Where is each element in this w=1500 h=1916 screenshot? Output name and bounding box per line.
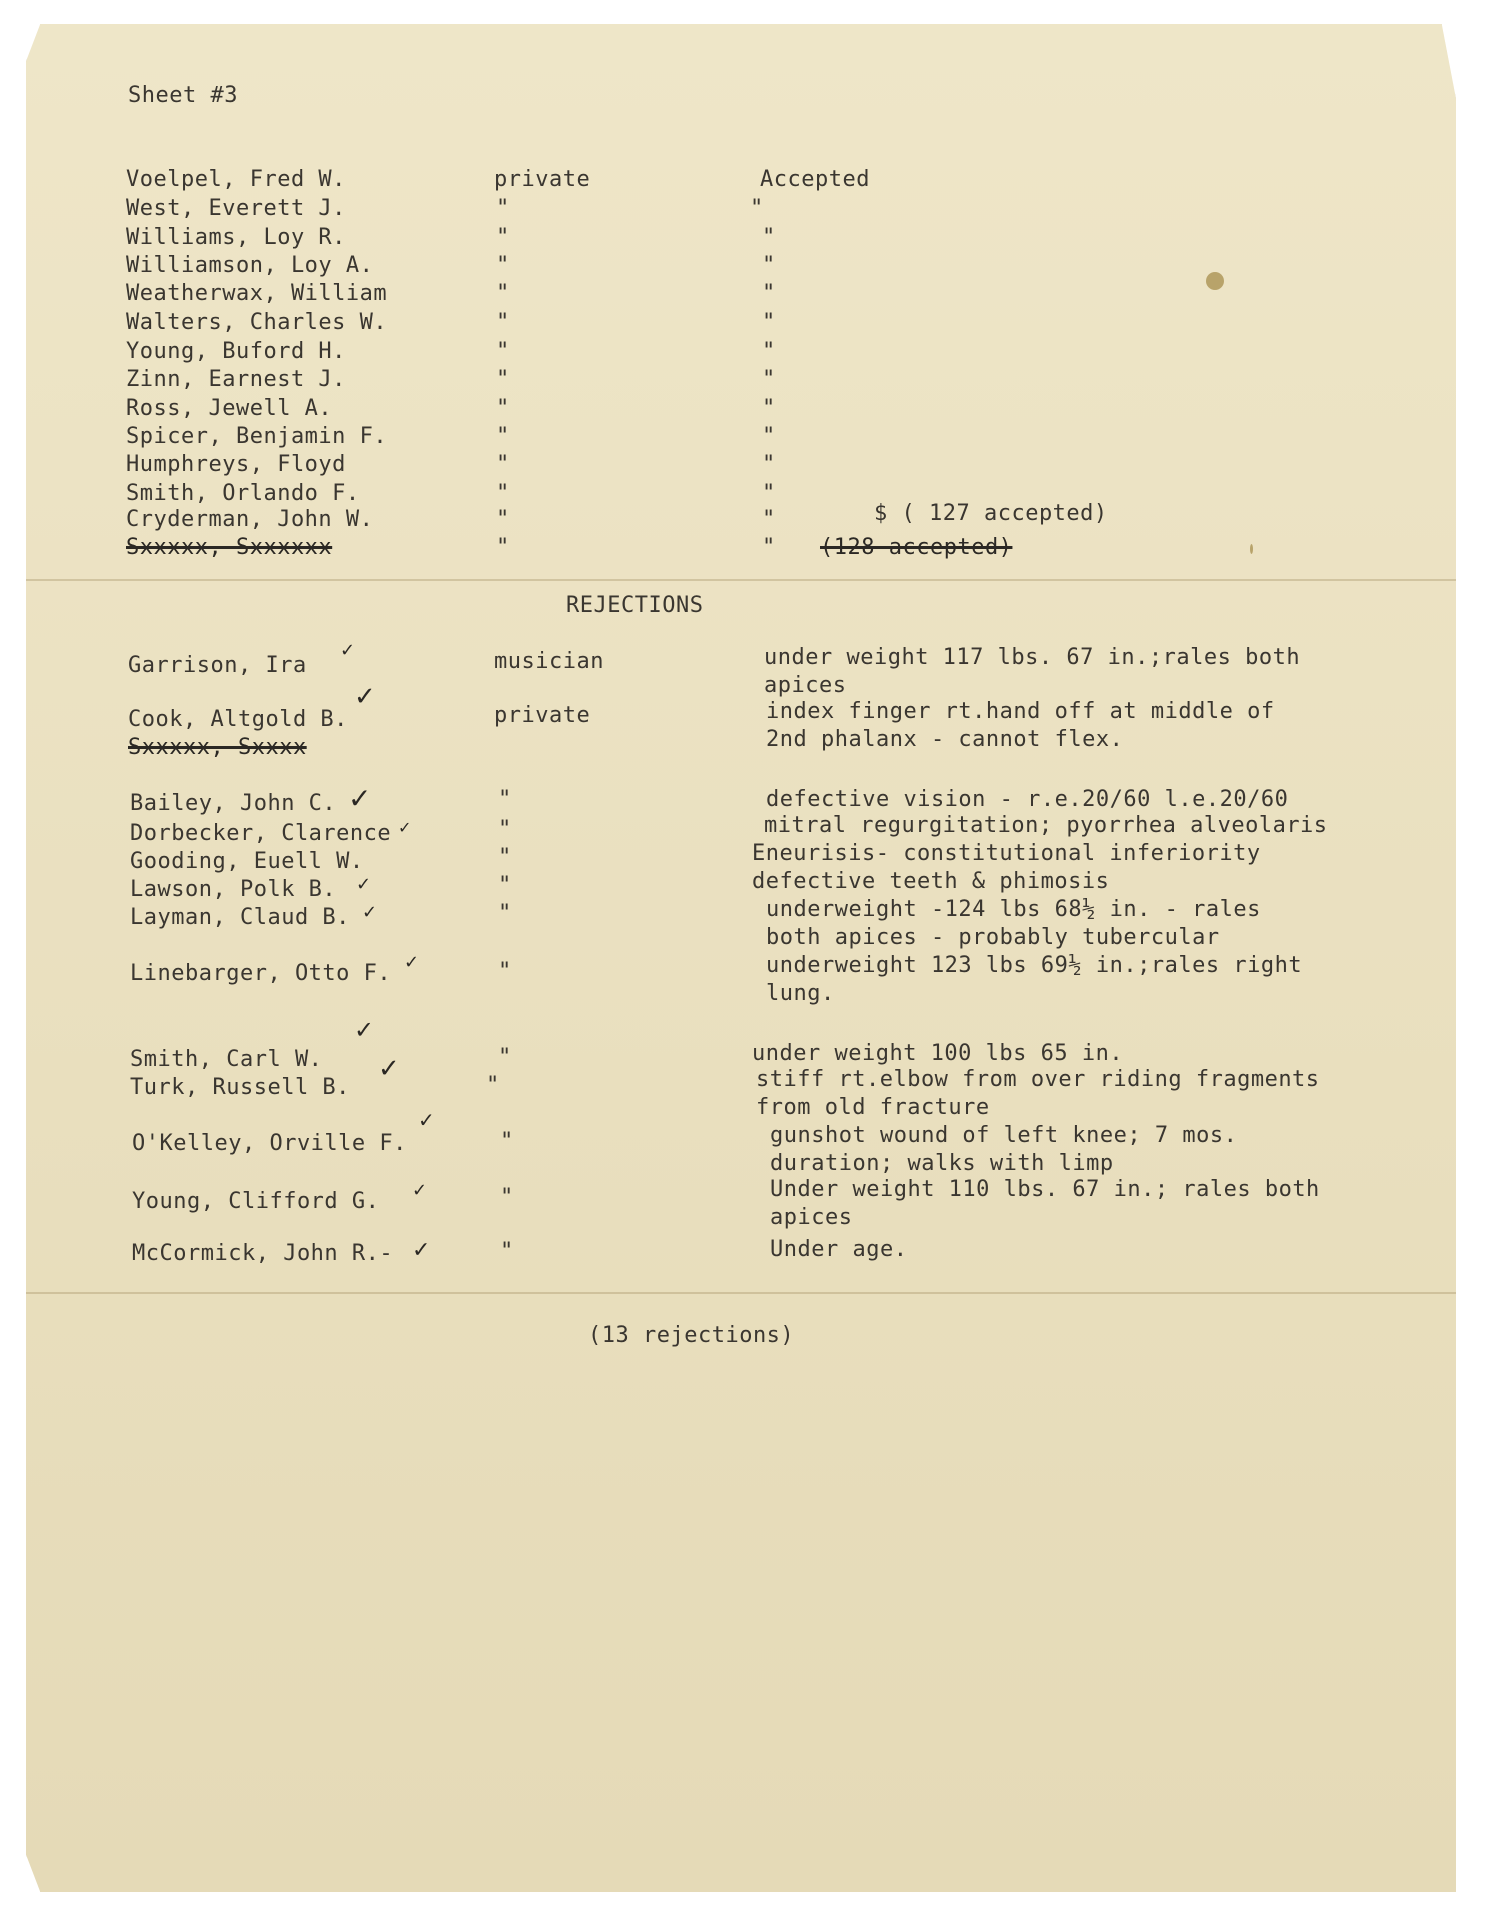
rejection-reason: index finger rt.hand off at middle of 2nd phalanx - cannot flex. [766,699,1275,752]
rejection-name: Garrison, Ira [128,653,307,678]
rejection-reason: defective teeth & phimosis [752,869,1110,894]
accepted-name: Williams, Loy R. [126,225,346,250]
accepted-status: " [762,253,776,278]
struck-rejection-name: Sxxxxx, Sxxxx [128,735,307,760]
rejection-name: Bailey, John C. [130,791,337,816]
check-mark-icon: ✓ [412,1238,431,1263]
accepted-rank: " [496,424,510,449]
accepted-name: Zinn, Earnest J. [126,367,346,392]
rejection-rank: " [500,1185,514,1210]
accepted-name: West, Everett J. [126,196,346,221]
rejection-reason: Eneurisis- constitutional inferiority [752,841,1261,866]
accepted-status: Accepted [760,167,870,192]
rejection-rank: " [500,1129,514,1154]
sheet-number: Sheet #3 [128,83,238,108]
accepted-rank: " [496,507,510,532]
check-mark-icon: ✓ [356,874,372,895]
accepted-status: " [762,225,776,250]
stain-spot [1250,544,1253,554]
accepted-name: Cryderman, John W. [126,507,374,532]
accepted-name: Spicer, Benjamin F. [126,424,388,449]
rejection-rank: private [494,703,591,728]
check-mark-icon: ✓ [378,1054,400,1084]
rejection-name: Young, Clifford G. [132,1189,380,1214]
check-mark-icon: ✓ [398,818,412,837]
rejection-reason: mitral regurgitation; pyorrhea alveolaris [764,813,1328,838]
fold-line [26,1292,1456,1294]
accepted-rank: " [496,367,510,392]
fold-line [26,579,1456,581]
accepted-rank: " [496,281,510,306]
rejection-name: Layman, Claud B. [130,905,350,930]
rejections-heading: REJECTIONS [566,593,704,618]
rejection-reason: gunshot wound of left knee; 7 mos. duration; walks with limp [770,1123,1238,1176]
accepted-name: Walters, Charles W. [126,310,388,335]
accepted-rank: " [496,196,510,221]
rejection-name: Cook, Altgold B. [128,707,348,732]
rejection-rank: " [498,1045,512,1070]
accepted-rank: " [496,452,510,477]
accepted-status: " [762,535,776,560]
accepted-status: " [762,396,776,421]
check-mark-icon: ✓ [354,1016,375,1044]
rejection-name: Gooding, Euell W. [130,849,364,874]
rejection-reason: under weight 100 lbs 65 in. [752,1041,1124,1066]
rejection-rank: musician [494,649,604,674]
rejection-reason: underweight -124 lbs 68½ in. - rales both apices - probably tubercular [766,897,1261,950]
check-mark-icon: ✓ [340,640,356,661]
accepted-rank: " [496,481,510,506]
accepted-status: " [762,310,776,335]
accepted-rank: " [496,535,510,560]
rejection-rank: " [498,959,512,984]
accepted-name: Young, Buford H. [126,339,346,364]
rejection-rank: " [500,1239,514,1264]
check-mark-icon: ✓ [418,1108,435,1132]
check-mark-icon: ✓ [362,902,378,923]
struck-accepted-total: (128 accepted) [820,535,1013,560]
accepted-rank: " [496,396,510,421]
accepted-status: " [762,481,776,506]
accepted-rank: " [496,253,510,278]
accepted-rank: " [496,339,510,364]
rejection-reason: stiff rt.elbow from over riding fragments from old fracture [756,1067,1320,1120]
rejection-name: Smith, Carl W. [130,1047,323,1072]
rejection-reason: underweight 123 lbs 69½ in.;rales right lung. [766,953,1303,1006]
accepted-total: $ ( 127 accepted) [874,501,1108,526]
accepted-name: Ross, Jewell A. [126,396,333,421]
rejection-rank: " [498,787,512,812]
rejection-rank: " [498,901,512,926]
accepted-name: Smith, Orlando F. [126,481,360,506]
stain-spot [1206,272,1224,290]
accepted-rank: private [494,167,591,192]
accepted-rank: " [496,225,510,250]
check-mark-icon: ✓ [348,782,372,815]
accepted-status: " [762,507,776,532]
accepted-status: " [762,339,776,364]
rejections-total: (13 rejections) [588,1323,795,1348]
accepted-status: " [762,424,776,449]
check-mark-icon: ✓ [354,682,376,712]
rejection-rank: " [486,1073,500,1098]
rejection-name: Linebarger, Otto F. [130,961,392,986]
rejection-reason: defective vision - r.e.20/60 l.e.20/60 [766,787,1289,812]
rejection-reason: Under age. [770,1237,908,1262]
check-mark-icon: ✓ [404,952,420,973]
accepted-rank: " [496,310,510,335]
accepted-name: Williamson, Loy A. [126,253,374,278]
rejection-rank: " [498,845,512,870]
accepted-name: Humphreys, Floyd [126,452,346,477]
struck-accepted-name: Sxxxxx, Sxxxxxx [126,535,333,560]
rejection-name: O'Kelley, Orville F. [132,1131,407,1156]
rejection-name: Turk, Russell B. [130,1075,350,1100]
accepted-status: " [762,367,776,392]
rejection-name: McCormick, John R.- [132,1241,394,1266]
rejection-rank: " [498,873,512,898]
rejection-reason: under weight 117 lbs. 67 in.;rales both apices [764,645,1301,698]
check-mark-icon: ✓ [412,1180,428,1201]
accepted-name: Voelpel, Fred W. [126,167,346,192]
accepted-status: " [750,196,764,221]
rejection-name: Dorbecker, Clarence [130,821,392,846]
rejection-name: Lawson, Polk B. [130,877,337,902]
rejection-rank: " [498,817,512,842]
accepted-status: " [762,281,776,306]
rejection-reason: Under weight 110 lbs. 67 in.; rales both apices [770,1177,1320,1230]
accepted-status: " [762,452,776,477]
accepted-name: Weatherwax, William [126,281,388,306]
